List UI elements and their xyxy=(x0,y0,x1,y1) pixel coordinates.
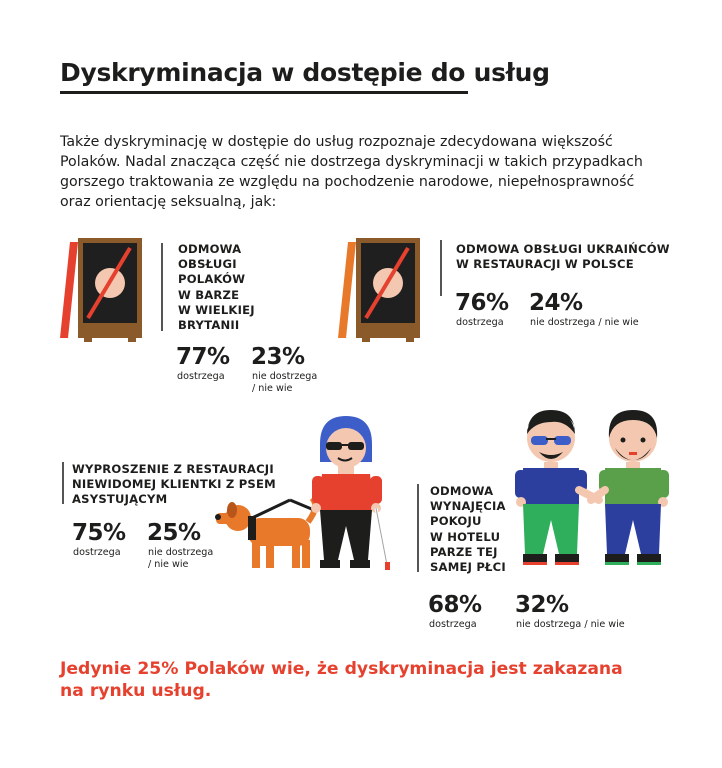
case2-label-line: W RESTAURACJI W POLSCE xyxy=(456,257,634,272)
case4-label-line: PARZE TEJ xyxy=(430,544,498,559)
case2-not-perceive-value: 24% xyxy=(529,290,583,316)
case3-not-perceive-label xyxy=(148,547,213,571)
case3-not-perceive-label-line: nie dostrzega xyxy=(148,547,214,558)
footer-statement-line: na rynku usług. xyxy=(60,681,212,701)
blind-woman-icon xyxy=(311,416,390,570)
case2-divider xyxy=(440,240,442,296)
case3-not-perceive-label-line: / nie wie xyxy=(148,559,189,570)
case3-label-line: ASYSTUJĄCYM xyxy=(72,492,168,507)
case4-not-perceive-value: 32% xyxy=(515,592,569,618)
case1-not-perceive-label-line: / nie wie xyxy=(252,383,293,394)
intro-paragraph: Także dyskryminację w dostępie do usług rozpoznaje zdecydowana większość Polaków. Nadal znacząca część nie dostrzega dyskryminacji w takich przypadkach gorszego traktowania ze względu na pochodzenie narodowe, niepełnosprawność oraz orientację seksualną, jak: xyxy=(60,134,643,210)
case3-label-line: NIEWIDOMEJ KLIENTKI Z PSEM xyxy=(72,477,276,492)
case4-label-line: W HOTELU xyxy=(430,529,501,544)
case4-not-perceive-label: nie dostrzega / nie wie xyxy=(516,619,625,630)
case3-divider xyxy=(62,462,64,504)
case1-label-line: W BARZE xyxy=(178,287,240,302)
man-with-sunglasses-icon xyxy=(515,410,599,565)
guide-dog-icon xyxy=(215,498,315,568)
case4-perceive-label: dostrzega xyxy=(429,619,477,630)
case4-label-line: POKOJU xyxy=(430,514,482,529)
case3-perceive-value: 75% xyxy=(72,520,126,546)
case1-not-perceive-value: 23% xyxy=(251,344,305,370)
sandwich-board-crossed-face-icon xyxy=(58,238,158,342)
case1-not-perceive-label xyxy=(252,371,317,395)
case2-not-perceive-label: nie dostrzega / nie wie xyxy=(530,317,639,328)
man-with-beard-icon xyxy=(591,410,669,565)
case2-perceive-label: dostrzega xyxy=(456,317,504,328)
sandwich-board-crossed-face-icon xyxy=(336,238,436,342)
case4-divider xyxy=(417,484,419,572)
case4-label xyxy=(430,484,506,575)
case4-perceive-value: 68% xyxy=(428,592,482,618)
case4-label-line: ODMOWA xyxy=(430,484,494,498)
title-underline xyxy=(60,91,468,94)
blind-woman-with-guide-dog-icon xyxy=(208,410,394,580)
case3-label-line: WYPROSZENIE Z RESTAURACJI xyxy=(72,462,274,476)
case2-label-line: ODMOWA OBSŁUGI UKRAIŃCÓW xyxy=(456,242,670,256)
case1-divider xyxy=(161,243,163,331)
male-couple-holding-hands-icon xyxy=(515,408,671,574)
case2-perceive-value: 76% xyxy=(455,290,509,316)
case3-perceive-label: dostrzega xyxy=(73,547,121,558)
case4-label-line: SAMEJ PŁCI xyxy=(430,560,506,575)
case1-label-line: W WIELKIEJ xyxy=(178,302,255,317)
case1-label-line: ODMOWA xyxy=(178,242,242,256)
footer-statement xyxy=(60,658,660,702)
footer-statement-line: Jedynie 25% Polaków wie, że dyskryminacja jest zakazana xyxy=(60,659,623,679)
case1-label-line: BRYTANII xyxy=(178,318,240,333)
page-title: Dyskryminacja w dostępie do usług xyxy=(60,58,550,87)
case1-not-perceive-label-line: nie dostrzega xyxy=(252,371,318,382)
case3-not-perceive-value: 25% xyxy=(147,520,201,546)
case1-label-line: OBSŁUGI xyxy=(178,257,237,272)
case1-perceive-value: 77% xyxy=(176,344,230,370)
case1-label xyxy=(178,242,255,333)
case4-label-line: WYNAJĘCIA xyxy=(430,499,506,514)
case2-label xyxy=(456,242,670,272)
case1-label-line: POLAKÓW xyxy=(178,272,246,287)
case1-perceive-label: dostrzega xyxy=(177,371,225,382)
